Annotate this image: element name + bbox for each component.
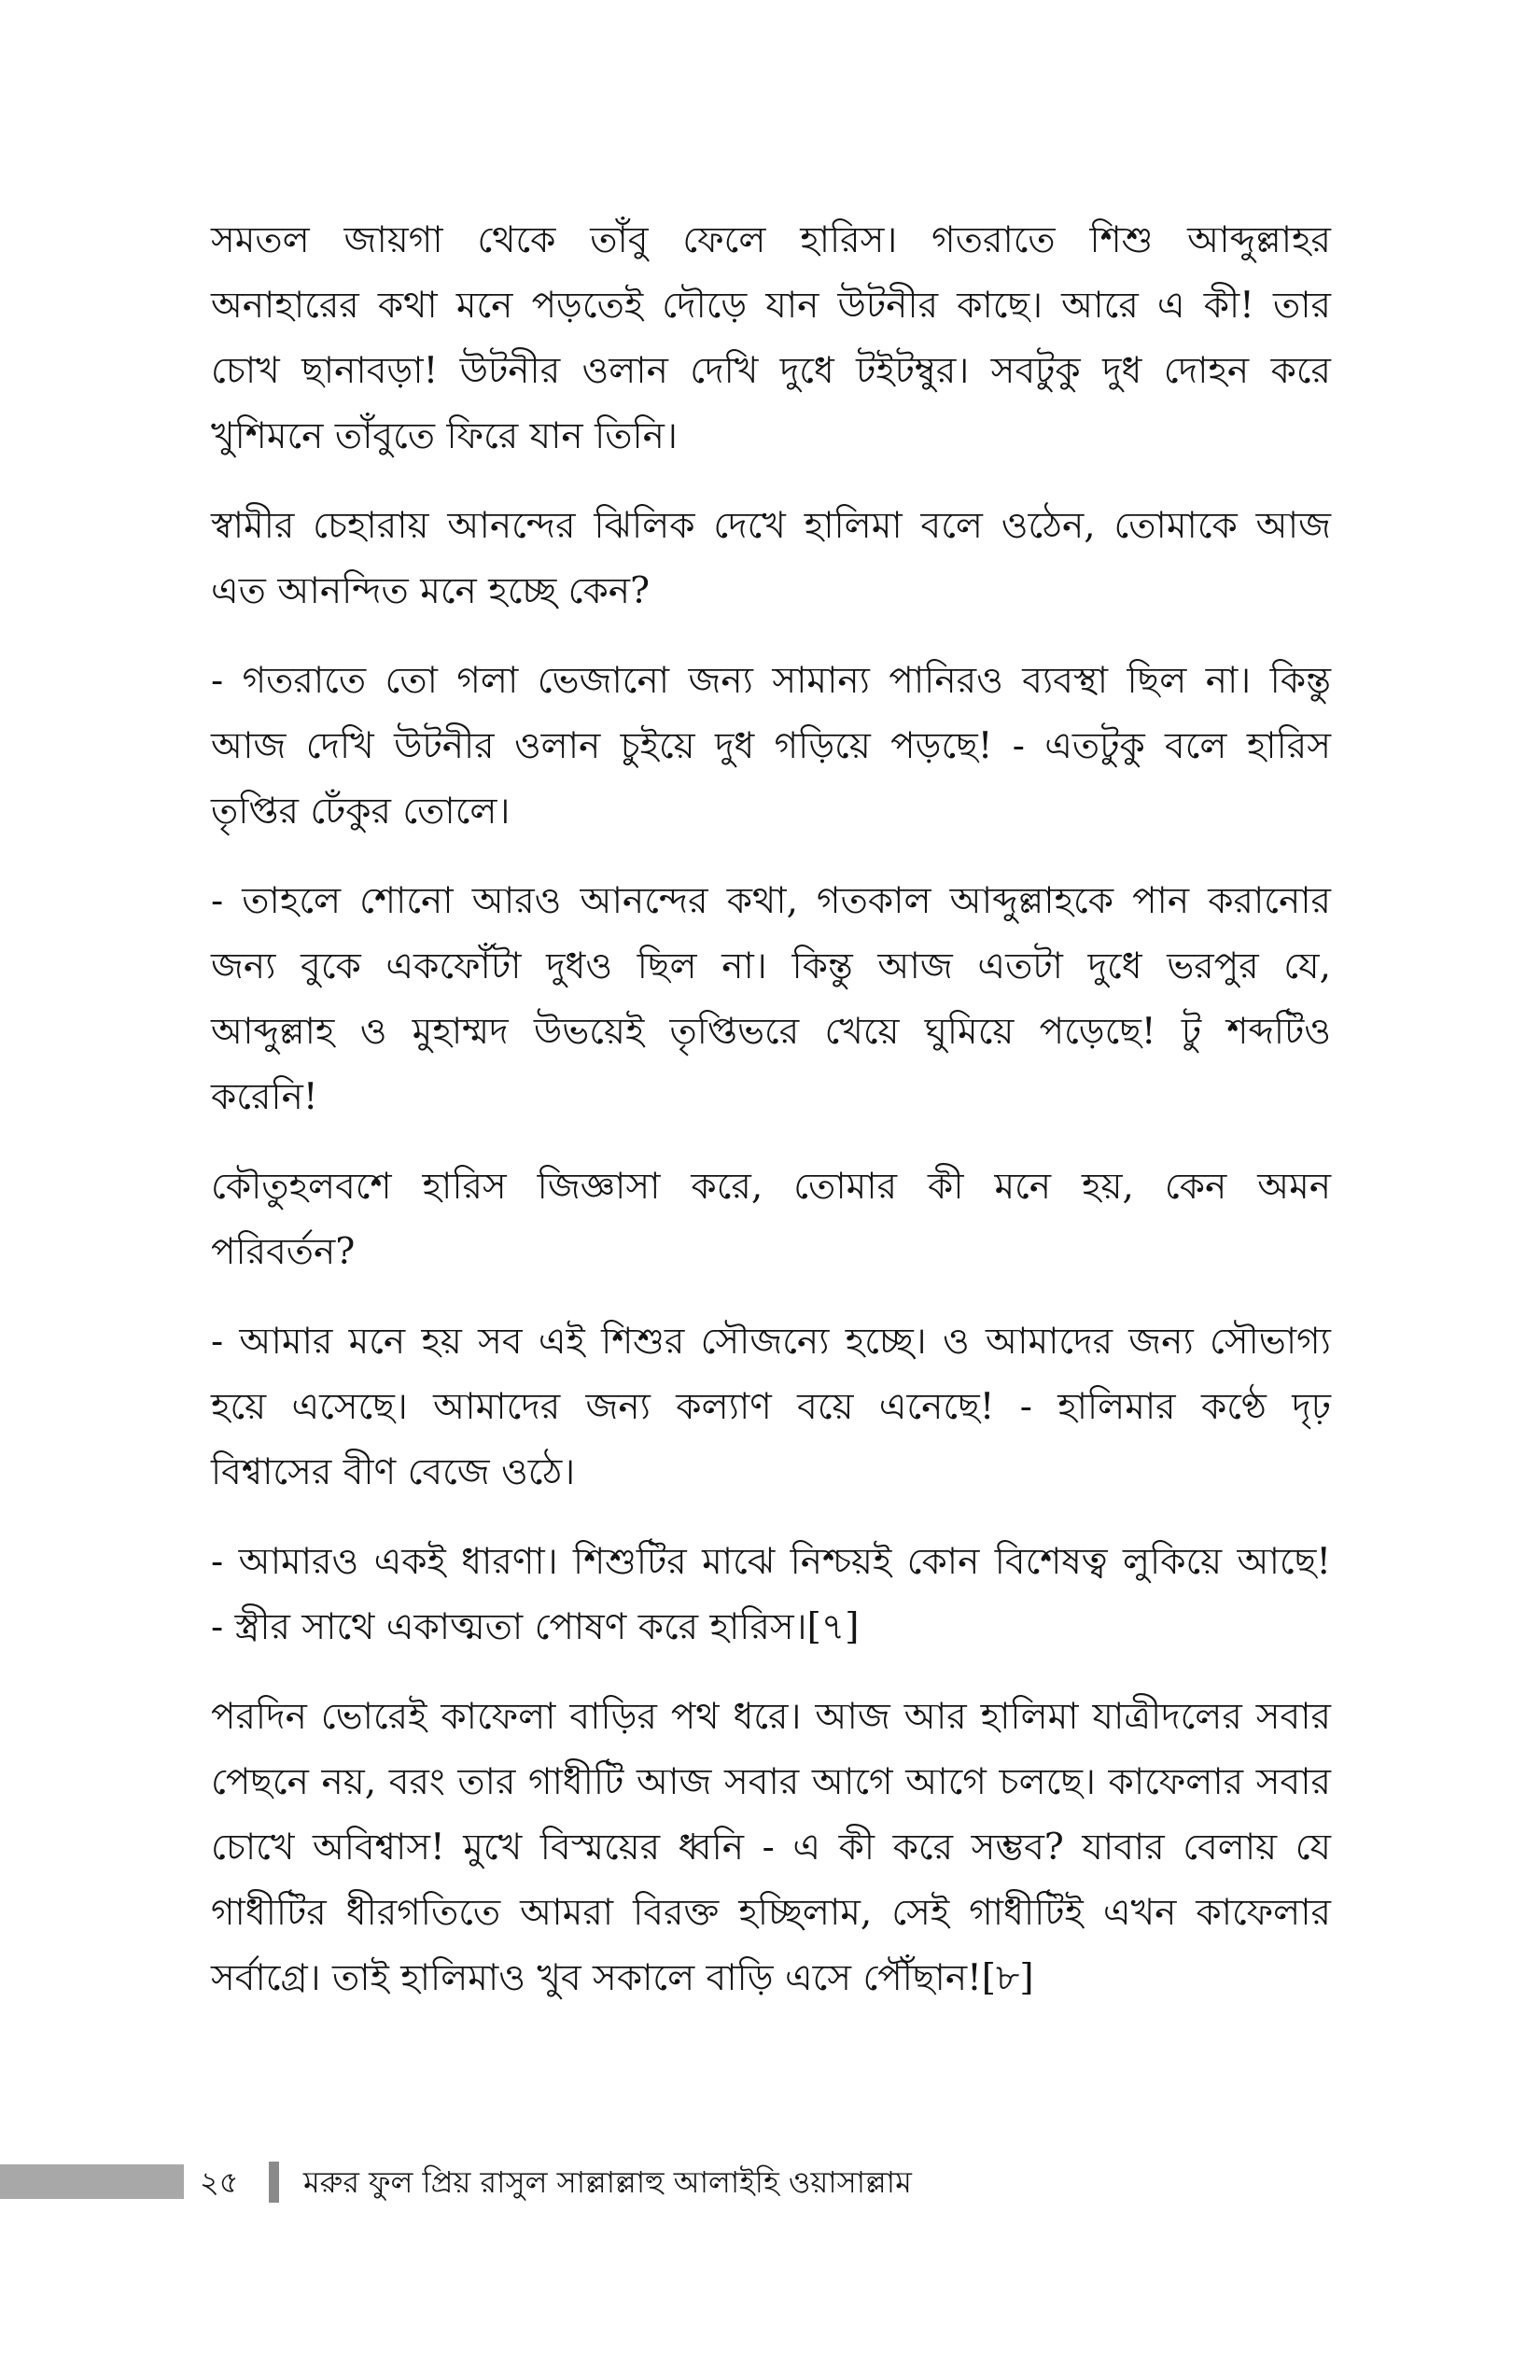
page-number: ২৫: [200, 2164, 239, 2200]
page-footer: [0, 2160, 1540, 2206]
text-line: করেনি!: [211, 1076, 318, 1118]
text-line: আজ দেখি উটনীর ওলান চুইয়ে দুধ গড়িয়ে পড়ছে! - এতটুকু বলে হারিস: [211, 725, 1331, 767]
text-line: আব্দুল্লাহ ও মুহাম্মদ উভয়েই তৃপ্তিভরে খেয়ে ঘুমিয়ে পড়েছে! টু শব্দটিও: [211, 1011, 1331, 1053]
paragraph-8: [211, 1685, 1331, 2011]
paragraph-1: [211, 208, 1331, 469]
paragraph-3: [211, 649, 1331, 845]
text-line: পরদিন ভোরেই কাফেলা বাড়ির পথ ধরে। আজ আর হালিমা যাত্রীদলের সবার: [211, 1696, 1331, 1738]
text-line: সর্বাগ্রে। তাই হালিমাও খুব সকালে বাড়ি এসে পৌঁছান![৮]: [211, 1957, 1034, 1999]
text-line: - আমারও একই ধারণা। শিশুটির মাঝে নিশ্চয়ই কোন বিশেষত্ব লুকিয়ে আছে!: [211, 1541, 1331, 1583]
text-line: তৃপ্তির ঢেঁকুর তোলে।: [211, 791, 511, 833]
paragraph-6: [211, 1309, 1331, 1505]
running-title: মরুর ফুল প্রিয় রাসুল সাল্লাল্লাহু আলাইহি ওয়াসাল্লাম: [303, 2164, 912, 2200]
text-line: হয়ে এসেছে। আমাদের জন্য কল্যাণ বয়ে এনেছে! - হালিমার কণ্ঠে দৃঢ়: [211, 1386, 1331, 1428]
text-line: খুশিমনে তাঁবুতে ফিরে যান তিনি।: [211, 415, 678, 457]
text-line: স্বামীর চেহারায় আনন্দের ঝিলিক দেখে হালিমা বলে ওঠেন, তোমাকে আজ: [211, 505, 1331, 547]
paragraph-7: [211, 1530, 1331, 1660]
page-body-text: [211, 208, 1331, 2011]
paragraph-4: [211, 869, 1331, 1130]
paragraph-2: [211, 494, 1331, 624]
text-line: জন্য বুকে একফোঁটা দুধও ছিল না। কিন্তু আজ এতটা দুধে ভরপুর যে,: [211, 945, 1331, 987]
footer-separator: [269, 2162, 279, 2203]
text-line: গাধীটির ধীরগতিতে আমরা বিরক্ত হচ্ছিলাম, সেই গাধীটিই এখন কাফেলার: [211, 1892, 1331, 1934]
text-line: চোখ ছানাবড়া! উটনীর ওলান দেখি দুধে টইটম্বুর। সবটুকু দুধ দোহন করে: [211, 350, 1331, 392]
text-line: - আমার মনে হয় সব এই শিশুর সৌজন্যে হচ্ছে। ও আমাদের জন্য সৌভাগ্য: [211, 1321, 1331, 1363]
text-line: সমতল জায়গা থেকে তাঁবু ফেলে হারিস। গতরাতে শিশু আব্দুল্লাহর: [211, 219, 1331, 261]
text-line: পেছনে নয়, বরং তার গাধীটি আজ সবার আগে আগে চলছে। কাফেলার সবার: [211, 1761, 1331, 1803]
text-line: - তাহলে শোনো আরও আনন্দের কথা, গতকাল আব্দুল্লাহকে পান করানোর: [211, 880, 1331, 922]
text-line: - স্ত্রীর সাথে একাত্মতা পোষণ করে হারিস।[৭]: [211, 1606, 860, 1648]
text-line: - গতরাতে তো গলা ভেজানো জন্য সামান্য পানিরও ব্যবস্থা ছিল না। কিন্তু: [211, 660, 1331, 702]
paragraph-5: [211, 1155, 1331, 1285]
text-line: বিশ্বাসের বীণ বেজে ওঠে।: [211, 1451, 576, 1493]
text-line: এত আনন্দিত মনে হচ্ছে কেন?: [211, 570, 650, 612]
footer-tab-bar: [0, 2164, 184, 2199]
text-line: চোখে অবিশ্বাস! মুখে বিস্ময়ের ধ্বনি - এ কী করে সম্ভব? যাবার বেলায় যে: [211, 1827, 1331, 1869]
text-line: অনাহারের কথা মনে পড়তেই দৌড়ে যান উটনীর কাছে। আরে এ কী! তার: [211, 285, 1331, 327]
text-line: পরিবর্তন?: [211, 1231, 356, 1273]
text-line: কৌতুহলবশে হারিস জিজ্ঞাসা করে, তোমার কী মনে হয়, কেন অমন: [211, 1166, 1331, 1208]
